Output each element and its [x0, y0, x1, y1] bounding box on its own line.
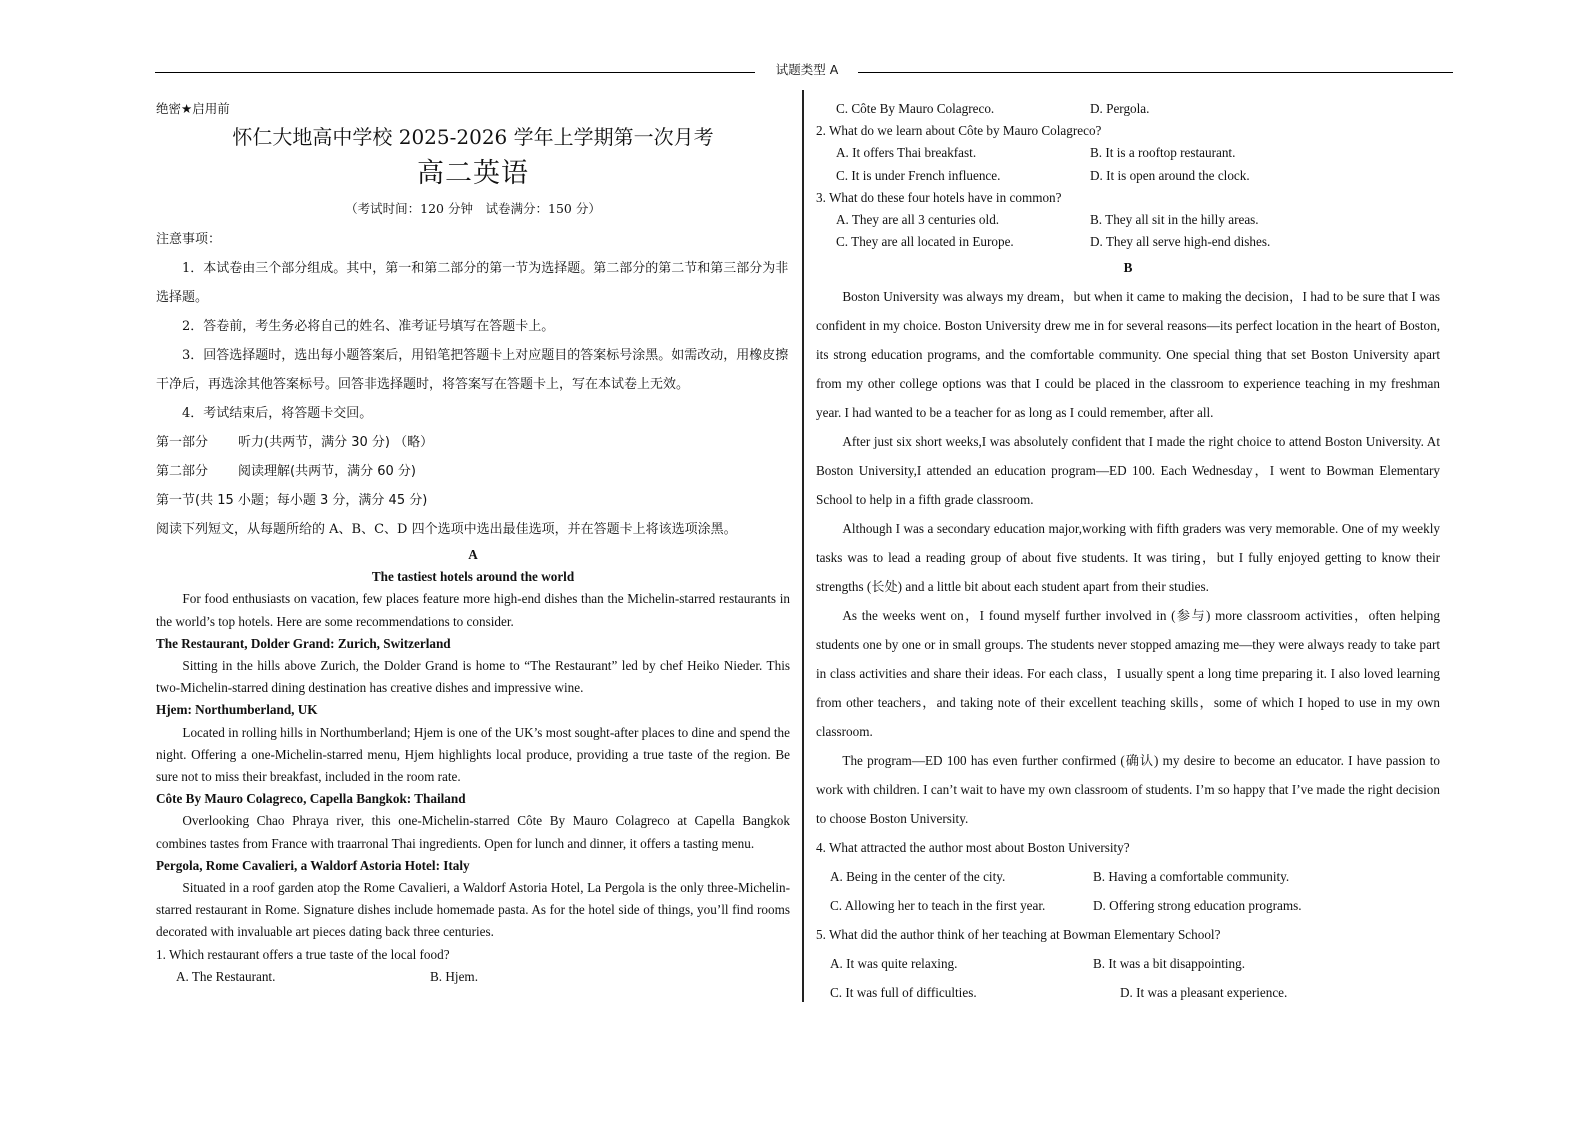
option: D. They all serve high-end dishes. [1090, 234, 1271, 250]
part-two-text: 阅读理解(共两节，满分 60 分) [238, 464, 416, 479]
passage-a-title: The tastiest hotels around the world [371, 569, 575, 585]
part-one-text: 听力(共两节，满分 30 分) （略） [238, 435, 434, 450]
hotel-heading-dolder: The Restaurant, Dolder Grand: Zurich, Switzerland [156, 635, 451, 651]
option: C. It was full of difficulties. [830, 985, 977, 1001]
question-1-options-ab [156, 966, 790, 988]
question-1: 1. Which restaurant offers a true taste of the local food? [156, 946, 450, 962]
question-3-options-cd [816, 231, 1440, 253]
question-2-options-cd [816, 165, 1440, 187]
hotel-paragraph-dolder: Sitting in the hills above Zurich, the Dolder Grand is home to “The Restaurant” led by chef Heiko Nieder. This two-Michelin-starred dining destination has creative dishes and impressive wine. [156, 658, 790, 696]
secret-mark: 绝密★启用前 [156, 101, 230, 116]
question-3-options-ab [816, 209, 1440, 231]
passage-b-paragraph: The program—ED 100 has even further confirmed (确认) my desire to become an educator. I have passion to work with children. I can’t wait to have my own classroom of students. I’m so happy that I’ve made the right decision to choose Boston University. [816, 753, 1440, 827]
question-4-options-cd [816, 891, 1440, 920]
school-title: 怀仁大地高中学校 2025-2026 学年上学期第一次月考 [232, 125, 714, 149]
question-1-options-cd [816, 98, 1440, 120]
option: A. They are all 3 centuries old. [836, 212, 1000, 228]
note-item: 3．回答选择题时，选出每小题答案后，用铅笔把答题卡上对应题目的答案标号涂黑。如需改动，用橡皮擦干净后，再选涂其他答案标号。回答非选择题时，将答案写在答题卡上，写在本试卷上无效。 [156, 348, 789, 392]
right-column [816, 98, 1440, 1007]
option: B. They all sit in the hilly areas. [1090, 212, 1259, 228]
hotel-paragraph-cote: Overlooking Chao Phraya river, this one-Michelin-starred Côte By Mauro Colagreco at Capella Bangkok combines tastes from France with traarronal Thai ingredients. Open for lunch and dinner, it offers a tasting menu. [156, 813, 790, 851]
subject-title: 高二英语 [417, 158, 529, 189]
question-2: 2. What do we learn about Côte by Mauro Colagreco? [816, 123, 1102, 139]
question-5: 5. What did the author think of her teaching at Bowman Elementary School? [816, 927, 1221, 943]
part-two [156, 457, 790, 486]
exam-info: （考试时间：120 分钟 试卷满分：150 分） [345, 201, 601, 216]
question-5-options-cd [816, 978, 1440, 1007]
option: B. It is a rooftop restaurant. [1090, 145, 1236, 161]
option: C. It is under French influence. [836, 167, 1001, 183]
note-item: 2．答卷前，考生务必将自己的姓名、准考证号填写在答题卡上。 [182, 319, 555, 334]
exam-type-label: 试题类型 A [775, 62, 839, 77]
question-3: 3. What do these four hotels have in common? [816, 189, 1062, 205]
question-5-options-ab [816, 949, 1440, 978]
option: C. Côte By Mauro Colagreco. [836, 101, 995, 116]
question-4-options-ab [816, 862, 1440, 891]
passage-b-paragraph: As the weeks went on，I found myself further involved in (参与) more classroom activities，often helping students one by one or in small groups. The students never stopped amazing me—they were always ready to take part in class activities and share their ideas. For each class，I usually spent a long time preparing it. I also loved learning from other teachers，and taking note of their excellent teaching skills，some of which I hoped to use in my own classroom. [816, 608, 1440, 740]
passage-b-paragraph: Although I was a secondary education major,working with fifth graders was very memorable. One of my weekly tasks was to lead a reading group of about five students. It was tiring，but I fully enjoyed getting to know their strengths (长处) and a little bit about each student apart from their studies. [816, 521, 1440, 595]
part-one-label: 第一部分 [156, 435, 209, 450]
left-column [156, 98, 790, 988]
question-2-options-ab [816, 142, 1440, 164]
option: B. It was a bit disappointing. [1093, 956, 1246, 972]
option: A. Being in the center of the city. [830, 869, 1006, 885]
header-rule-left [155, 72, 755, 73]
hotel-paragraph-hjem: Located in rolling hills in Northumberland; Hjem is one of the UK’s most sought-after places to dine and spend the night. Offering a one-Michelin-starred menu, Hjem highlights local produce, providing a true taste of the region. Be sure not to miss their breakfast, included in the room rate. [156, 724, 790, 785]
hotel-heading-hjem: Hjem: Northumberland, UK [156, 702, 318, 718]
option: B. Hjem. [430, 968, 478, 984]
option: A. It was quite relaxing. [830, 956, 958, 972]
hotel-heading-pergola: Pergola, Rome Cavalieri, a Waldorf Astoria Hotel: Italy [156, 857, 470, 873]
column-divider [802, 90, 804, 1002]
passage-b-paragraph: Boston University was always my dream，but when it came to making the decision，I had to be sure that I was confident in my choice. Boston University drew me in for several reasons—its perfect location in the heart of Boston, its strong education programs, and the comfortable community. One special thing that set Boston University apart from my other college options was that I could be placed in the classroom to experience teaching in my freshman year. I had wanted to be a teacher for as long as I could remember, after all. [816, 289, 1440, 421]
reading-instruction: 阅读下列短文，从每题所给的 A、B、C、D 四个选项中选出最佳选项，并在答题卡上将该选项涂黑。 [156, 522, 737, 537]
passage-b-label: B [1123, 260, 1133, 276]
option: D. It was a pleasant experience. [1120, 985, 1288, 1001]
note-item: 4．考试结束后，将答题卡交回。 [182, 406, 373, 421]
option: A. It offers Thai breakfast. [836, 145, 977, 161]
passage-a-intro: For food enthusiasts on vacation, few places feature more high-end dishes than the Michelin-starred restaurants in the world’s top hotels. Here are some recommendations to consider. [156, 591, 790, 629]
option: C. They are all located in Europe. [836, 234, 1014, 250]
header-rule-right [858, 72, 1453, 73]
hotel-heading-cote: Côte By Mauro Colagreco, Capella Bangkok: Thailand [156, 791, 466, 807]
option: D. Offering strong education programs. [1093, 898, 1302, 914]
option: A. The Restaurant. [176, 968, 276, 984]
option: D. It is open around the clock. [1090, 167, 1250, 183]
passage-a-label: A [468, 547, 478, 562]
option: B. Having a comfortable community. [1093, 869, 1290, 885]
part-one [156, 428, 790, 457]
part-two-label: 第二部分 [156, 464, 209, 479]
hotel-paragraph-pergola: Situated in a roof garden atop the Rome Cavalieri, a Waldorf Astoria Hotel, La Pergola is the only three-Michelin-starred restaurant in Rome. Signature dishes include homemade pasta. As for the hotel side of things, you’ll find rooms decorated with invaluable art pieces dating back three centuries. [156, 880, 790, 940]
note-item: 1．本试卷由三个部分组成。其中，第一和第二部分的第一节为选择题。第二部分的第二节和第三部分为非选择题。 [156, 261, 789, 305]
passage-b-paragraph: After just six short weeks,I was absolutely confident that I made the right choice to attend Boston University. At Boston University,I attended an education program—ED 100. Each Wednesday，I went to Bowman Elementary School to help in a fifth grade classroom. [816, 434, 1440, 508]
question-4: 4. What attracted the author most about Boston University? [816, 840, 1130, 856]
section-one-title: 第一节(共 15 小题；每小题 3 分，满分 45 分) [156, 493, 428, 508]
option: C. Allowing her to teach in the first year. [830, 898, 1046, 914]
notes-title: 注意事项： [156, 232, 222, 247]
option: D. Pergola. [1090, 101, 1150, 116]
